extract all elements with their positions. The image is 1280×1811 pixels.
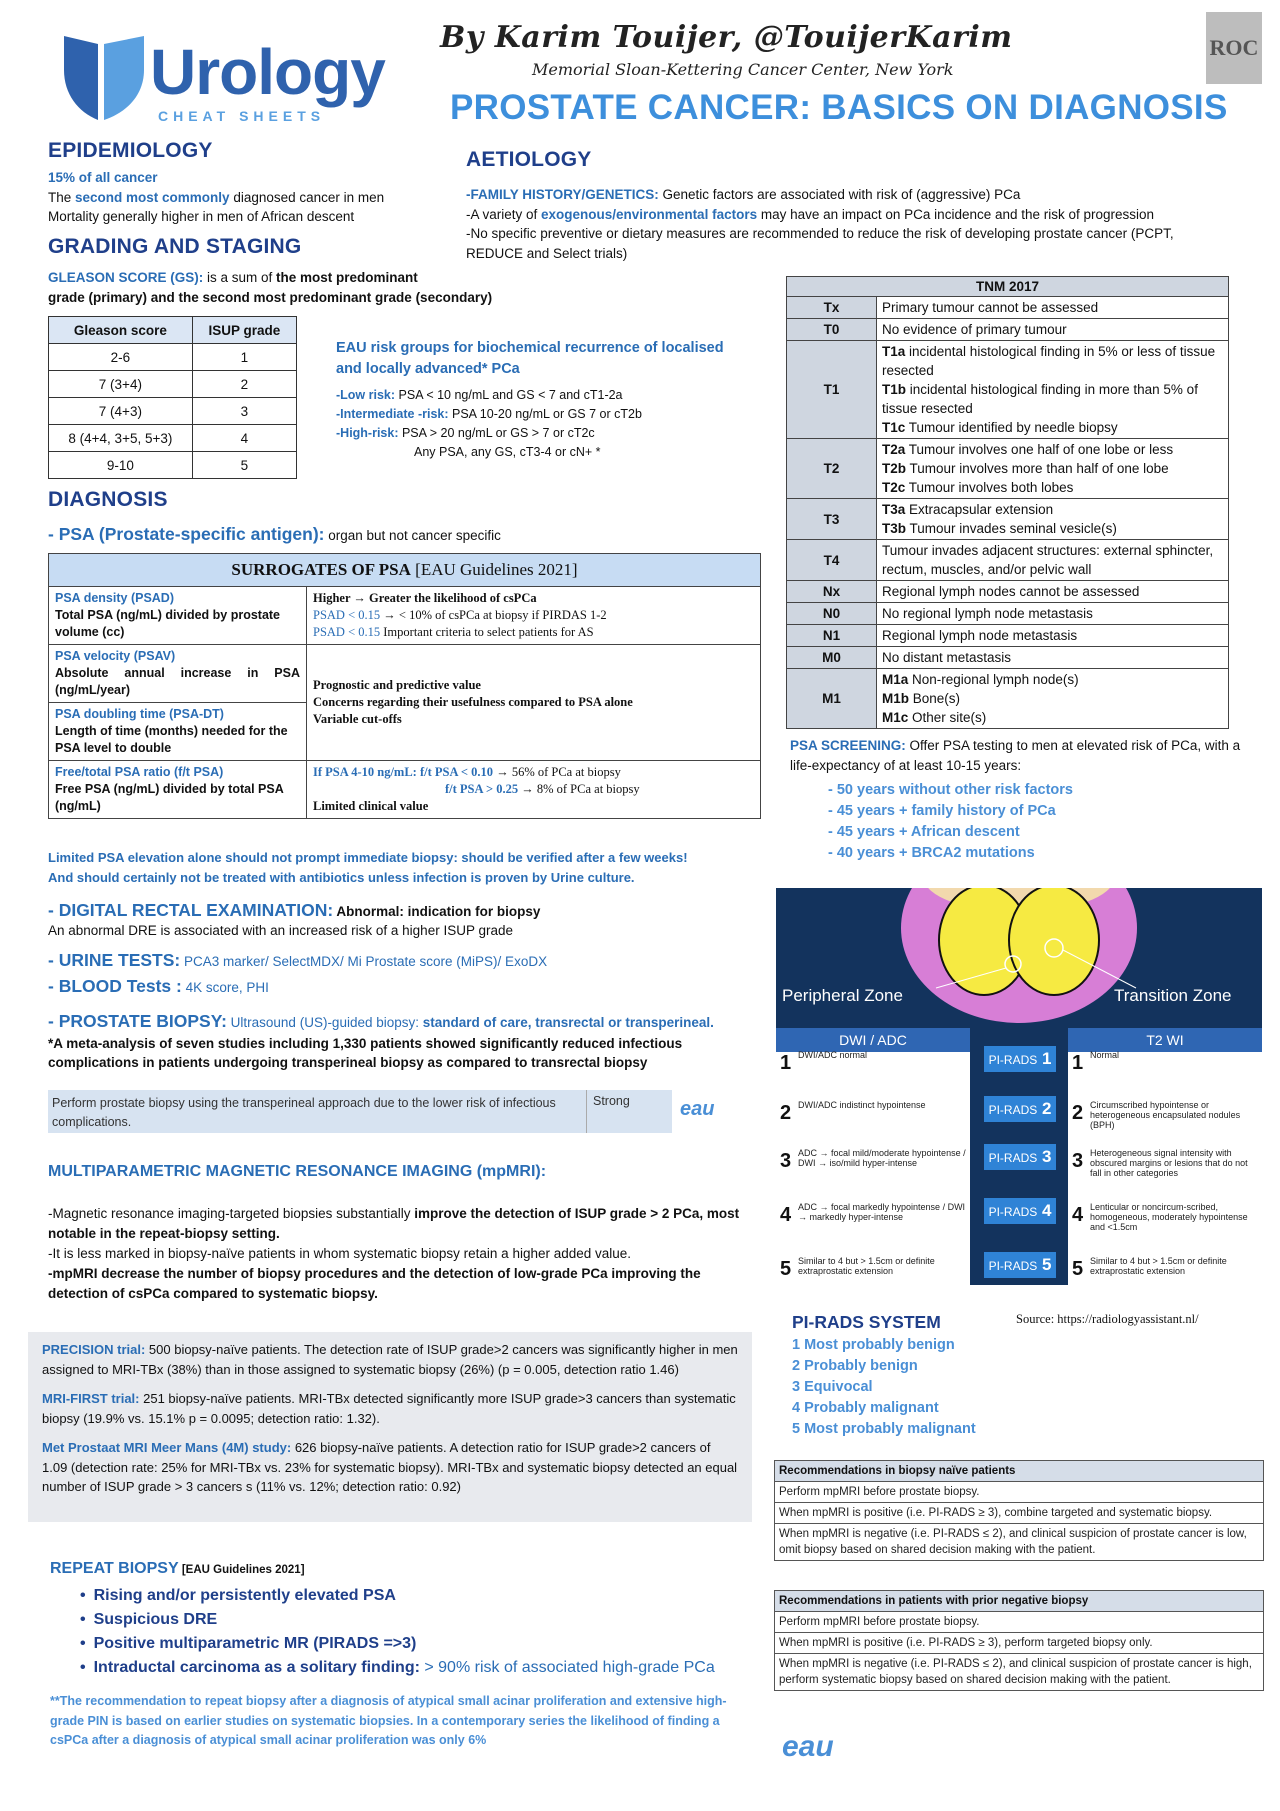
rec-prior-table <box>774 1590 1264 1691</box>
repeat-biopsy-heading: REPEAT BIOPSY [EAU Guidelines 2021] <box>50 1560 305 1577</box>
rec-naive-table <box>774 1460 1264 1561</box>
urology-logo <box>58 30 150 126</box>
roc-logo <box>1206 12 1262 84</box>
epidemiology-text <box>48 168 384 227</box>
table-row: Perform mpMRI before prostate biopsy. <box>775 1482 1264 1503</box>
table-row <box>787 499 1229 540</box>
author: By Karim Touijer, @TouijerKarim <box>440 20 1013 55</box>
list-item: - 40 years + BRCA2 mutations <box>828 845 1035 861</box>
tnm-description: T1a incidental histological finding in 5% or less of tissue resected T1b incidental histological finding in more than 5% of tissue resected T1c Tumour identified by needle biopsy <box>877 341 1229 439</box>
tnm-key: M0 <box>787 647 877 669</box>
table-row: When mpMRI is positive (i.e. PI-RADS ≥ 3), perform targeted biopsy only. <box>775 1633 1264 1654</box>
table-row <box>787 297 1229 319</box>
risk-high-2: Any PSA, any GS, cT3-4 or cN+ * <box>414 445 601 459</box>
aet-line4: REDUCE and Select trials) <box>466 245 628 261</box>
institution: Memorial Sloan-Kettering Cancer Center, New York <box>532 60 954 79</box>
tnm-description: Regional lymph nodes cannot be assessed <box>877 581 1229 603</box>
table-row: When mpMRI is negative (i.e. PI-RADS ≤ 2), and clinical suspicion of prostate cancer is high, perform systematic biopsy based on shared decision making with the patient. <box>775 1654 1264 1691</box>
pirads-dwi-description: ADC → focal mild/moderate hypointense / DWI → iso/mild hyper-intense <box>798 1148 966 1168</box>
pirads-figure <box>776 888 1262 1285</box>
isup-col-header: ISUP grade <box>192 317 296 344</box>
psa-warning: Limited PSA elevation alone should not prompt immediate biopsy: should be verified after a few weeks! And should certainly not be treated with antibiotics unless infection is proven by Urine culture. <box>48 850 688 885</box>
mpmri-p3: -mpMRI decrease the number of biopsy procedures and the detection of low-grade PCa improving the detection of csPCa compared to systematic biopsy. <box>48 1266 701 1301</box>
tnm-key: T0 <box>787 319 877 341</box>
table-row <box>787 581 1229 603</box>
table-row: PSA velocity (PSAV) Absolute annual increase in PSA (ng/mL/year) Prognostic and predictive value Concerns regarding their usefulness compared to PSA alone Variable cut-offs <box>49 645 761 703</box>
gleason-table <box>48 316 297 479</box>
list-item: • Suspicious DRE <box>80 1608 715 1632</box>
table-row: 9-10 5 <box>49 452 297 479</box>
aet-line3: -No specific preventive or dietary measures are recommended to reduce the risk of developing prostate cancer (PCPT, <box>466 226 1174 241</box>
tnm-key: T2 <box>787 439 877 499</box>
pirads-t2-description: Heterogeneous signal intensity with obscured margins or lesions that do not fall in other categories <box>1090 1148 1248 1178</box>
list-item: • Intraductal carcinoma as a solitary finding: > 90% risk of associated high-grade PCa <box>80 1656 715 1680</box>
list-item: • Rising and/or persistently elevated PSA <box>80 1584 715 1608</box>
table-row: 7 (3+4) 2 <box>49 371 297 398</box>
list-item: - 50 years without other risk factors <box>828 782 1073 798</box>
pirads-score-box: PI-RADS 5 <box>984 1252 1056 1278</box>
dre-section: - DIGITAL RECTAL EXAMINATION: Abnormal: indication for biopsy An abnormal DRE is associated with an increased risk of a higher ISUP grade <box>48 900 541 938</box>
peripheral-zone-label: Peripheral Zone <box>782 986 903 1005</box>
table-row: Free/total PSA ratio (f/t PSA) Free PSA (ng/mL) divided by total PSA (ng/mL) If PSA 4-10 ng/mL: f/t PSA < 0.10 → 56% of PCa at biopsy f/t PSA > 0.25 → 8% of PCa at biopsy Limited clinical value <box>49 761 761 819</box>
table-row <box>787 439 1229 499</box>
table-row: 7 (4+3) 3 <box>49 398 297 425</box>
table-row: 8 (4+4, 3+5, 5+3) 4 <box>49 425 297 452</box>
repeat-biopsy-note: **The recommendation to repeat biopsy after a diagnosis of atypical small acinar proliferation and extensive high-grade PIN is based on earlier studies on systematic biopsies. In a contemporary series the likelihood of finding a csPCa after a diagnosis of atypical small acinar proliferation was only 6% <box>50 1694 727 1747</box>
pirads-left-number: 2 <box>780 1102 792 1124</box>
mpmri-p2: -It is less marked in biopsy-naïve patients in whom systematic biopsy retain a higher added value. <box>48 1246 632 1261</box>
pirads-dwi-description: DWI/ADC normal <box>798 1050 868 1060</box>
pirads-left-number: 4 <box>780 1204 792 1226</box>
table-row: PSA doubling time (PSA-DT) Length of time (months) needed for the PSA level to double <box>49 703 761 761</box>
epidemiology-heading: EPIDEMIOLOGY <box>48 139 213 162</box>
pirads-left-number: 1 <box>780 1052 792 1074</box>
list-item: 1 Most probably benign <box>792 1337 955 1353</box>
mpmri-p1: -Magnetic resonance imaging-targeted biopsies substantially improve the detection of ISUP grade > 2 PCa, most notable in the repeat-biopsy setting. <box>48 1206 740 1241</box>
table-row: When mpMRI is negative (i.e. PI-RADS ≤ 2), and clinical suspicion of prostate cancer is low, omit biopsy based on shared decision making with the patient. <box>775 1524 1264 1561</box>
eau-risk-groups: EAU risk groups for biochemical recurrence of localised and locally advanced* PCa -Low risk: PSA < 10 ng/mL and GS < 7 and cT1-2a -Intermediate -risk: PSA 10-20 ng/mL or GS 7 or cT2b -High-risk: PSA > 20 ng/mL or GS > 7 or cT2c Any PSA, any GS, cT3-4 or cN+ * <box>336 338 756 462</box>
psa-line: - PSA (Prostate-specific antigen): organ but not cancer specific <box>48 524 501 544</box>
trials-box <box>28 1332 752 1522</box>
list-item: • Positive multiparametric MR (PIRADS =>3) <box>80 1632 715 1656</box>
t2wi-header: T2 WI <box>1068 1028 1262 1052</box>
list-item: - 45 years + African descent <box>828 824 1020 840</box>
tnm-key: N1 <box>787 625 877 647</box>
biopsy-recommendation: Perform prostate biopsy using the transperineal approach due to the lower risk of infectious complications. Strong <box>48 1090 672 1133</box>
roc-logo-text: ROC <box>1209 35 1259 60</box>
list-item: 3 Equivocal <box>792 1379 873 1395</box>
tnm-description: Tumour invades adjacent structures: external sphincter, rectum, muscles, and/or pelvic wall <box>877 540 1229 581</box>
rec-prior-title: Recommendations in patients with prior negative biopsy <box>775 1591 1264 1612</box>
epi-line2: The second most commonly diagnosed cancer in men <box>48 189 385 205</box>
blood-tests: - BLOOD Tests : 4K score, PHI <box>48 976 269 996</box>
pirads-right-number: 3 <box>1072 1150 1084 1172</box>
prostate-biopsy: - PROSTATE BIOPSY: Ultrasound (US)-guided biopsy: standard of care, transrectal or transperineal. *A meta-analysis of seven studies including 1,330 patients showed significantly reduced infectious complications in patients undergoing transperineal biopsy as compared to transrectal biopsy <box>48 1011 714 1070</box>
logo-subtitle: CHEAT SHEETS <box>158 108 326 124</box>
table-row <box>787 603 1229 625</box>
table-row: PSA density (PSAD) Total PSA (ng/mL) divided by prostate volume (cc) Higher → Greater the likelihood of csPCa PSAD < 0.15 → < 10% of csPCa at biopsy if PIRDAS 1-2 PSAD < 0.15 Important criteria to select patients for AS <box>49 587 761 645</box>
screening-list <box>828 780 1073 864</box>
tnm-key: N0 <box>787 603 877 625</box>
tnm-description: T3a Extracapsular extension T3b Tumour invades seminal vesicle(s) <box>877 499 1229 540</box>
eau-logo-bottom: eau <box>782 1730 834 1763</box>
tnm-description: Regional lymph node metastasis <box>877 625 1229 647</box>
prostate-diagram <box>776 888 1262 1028</box>
tnm-key: Tx <box>787 297 877 319</box>
tnm-description: No distant metastasis <box>877 647 1229 669</box>
psa-screening: PSA SCREENING: Offer PSA testing to men at elevated risk of PCa, with a life-expectancy of at least 10-15 years: <box>790 738 1241 773</box>
pirads-t2-description: Lenticular or noncircum-scribed, homogeneous, moderately hypointense and <1.5cm <box>1090 1202 1248 1232</box>
mri-first-trial: MRI-FIRST trial: 251 biopsy-naïve patients. MRI-TBx detected significantly more ISUP grade>3 cancers than systematic biopsy (19.9% vs. 15.1% p = 0.0095; detection ratio: 1.32). <box>42 1391 736 1426</box>
table-row <box>787 625 1229 647</box>
tnm-key: T4 <box>787 540 877 581</box>
table-row <box>787 341 1229 439</box>
pirads-dwi-description: Similar to 4 but > 1.5cm or definite extraprostatic extension <box>798 1256 935 1276</box>
repeat-biopsy-list <box>80 1584 715 1680</box>
pirads-left-number: 3 <box>780 1150 792 1172</box>
eau-logo: eau <box>680 1098 715 1120</box>
table-row <box>787 669 1229 729</box>
risk-intermediate: -Intermediate -risk: PSA 10-20 ng/mL or GS 7 or cT2b <box>336 407 642 421</box>
risk-high: -High-risk: PSA > 20 ng/mL or GS > 7 or cT2c <box>336 426 595 440</box>
table-row: Perform mpMRI before prostate biopsy. <box>775 1612 1264 1633</box>
pirads-left-number: 5 <box>780 1258 792 1280</box>
grading-heading: GRADING AND STAGING <box>48 235 302 258</box>
dwi-adc-header: DWI / ADC <box>776 1028 970 1052</box>
risk-low: -Low risk: PSA < 10 ng/mL and GS < 7 and cT1-2a <box>336 388 623 402</box>
rec-naive-title: Recommendations in biopsy naïve patients <box>775 1461 1264 1482</box>
pirads-t2-description: Similar to 4 but > 1.5cm or definite extraprostatic extension <box>1090 1256 1227 1276</box>
tnm-key: M1 <box>787 669 877 729</box>
tnm-description: M1a Non-regional lymph node(s) M1b Bone(s) M1c Other site(s) <box>877 669 1229 729</box>
tnm-description: Primary tumour cannot be assessed <box>877 297 1229 319</box>
mpmri-text <box>48 1204 752 1304</box>
tnm-description: No regional lymph node metastasis <box>877 603 1229 625</box>
pirads-t2-description: Circumscribed hypointense or heterogeneous encapsulated nodules (BPH) <box>1090 1100 1241 1130</box>
urology-shield-icon <box>58 30 150 126</box>
pirads-dwi-description: ADC → focal markedly hypointense / DWI → markedly hyper-intense <box>798 1202 966 1222</box>
table-row <box>787 540 1229 581</box>
transition-zone-label: Transition Zone <box>1114 986 1232 1005</box>
pirads-dwi-description: DWI/ADC indistinct hypointense <box>798 1100 926 1110</box>
aet-line1: -FAMILY HISTORY/GENETICS: Genetic factors are associated with risk of (aggressive) PCa <box>466 187 1021 202</box>
pirads-t2-description: Normal <box>1090 1050 1120 1060</box>
pirads-score-box: PI-RADS 3 <box>984 1144 1056 1170</box>
precision-trial: PRECISION trial: 500 biopsy-naïve patients. The detection rate of ISUP grade>2 cancers was significantly higher in men assigned to MRI-TBx (38%) than in those assigned to systematic biopsy (26%) (p = 0.005, detection ratio 1.46) <box>42 1342 738 1377</box>
tnm-key: T1 <box>787 341 877 439</box>
gleason-definition: GLEASON SCORE (GS): is a sum of the most predominant grade (primary) and the second most predominant grade (secondary) <box>48 270 493 305</box>
epi-line1: 15% of all cancer <box>48 170 158 185</box>
aetiology-heading: AETIOLOGY <box>466 148 592 171</box>
list-item: - 45 years + family history of PCa <box>828 803 1056 819</box>
pirads-right-number: 1 <box>1072 1052 1084 1074</box>
pirads-system-heading: PI-RADS SYSTEM <box>792 1312 941 1332</box>
pirads-right-number: 2 <box>1072 1102 1084 1124</box>
logo-text: Urology <box>150 36 385 108</box>
tnm-key: T3 <box>787 499 877 540</box>
list-item: 4 Probably malignant <box>792 1400 939 1416</box>
pirads-score-box: PI-RADS 2 <box>984 1096 1056 1122</box>
pirads-right-number: 5 <box>1072 1258 1084 1280</box>
diagnosis-heading: DIAGNOSIS <box>48 488 168 511</box>
mpmri-heading: MULTIPARAMETRIC MAGNETIC RESONANCE IMAGING (mpMRI): <box>48 1163 547 1180</box>
urine-tests: - URINE TESTS: PCA3 marker/ SelectMDX/ Mi Prostate score (MiPS)/ ExoDX <box>48 950 548 970</box>
table-row: 2-6 1 <box>49 344 297 371</box>
tnm-description: T2a Tumour involves one half of one lobe or less T2b Tumour involves more than half of one lobe T2c Tumour involves both lobes <box>877 439 1229 499</box>
pirads-system <box>792 1312 976 1440</box>
tnm-description: No evidence of primary tumour <box>877 319 1229 341</box>
table-row: When mpMRI is positive (i.e. PI-RADS ≥ 3), combine targeted and systematic biopsy. <box>775 1503 1264 1524</box>
pirads-score-box: PI-RADS 4 <box>984 1198 1056 1224</box>
pirads-score-box: PI-RADS 1 <box>984 1046 1056 1072</box>
aet-line2: -A variety of exogenous/environmental factors may have an impact on PCa incidence and the risk of progression <box>466 206 1155 222</box>
met-prostaat-study: Met Prostaat MRI Meer Mans (4M) study: 626 biopsy-naïve patients. A detection ratio for ISUP grade>2 cancers of 1.09 (detection rate: 25% for MRI-TBx vs. 23% for systematic biopsy). MRI-TBx and systematic biopsy detected an equal number of ISUP grade > 3 cancers s (11% vs. 12%; detection ratio: 0.92) <box>42 1440 738 1494</box>
table-row <box>787 319 1229 341</box>
surrogates-title: SURROGATES OF PSA [EAU Guidelines 2021] <box>49 554 761 587</box>
list-item: 2 Probably benign <box>792 1358 918 1374</box>
figure-source: Source: https://radiologyassistant.nl/ <box>1016 1312 1199 1326</box>
tnm-key: Nx <box>787 581 877 603</box>
page-title: PROSTATE CANCER: BASICS ON DIAGNOSIS <box>450 88 1228 127</box>
prostate-zones-icon <box>776 888 1262 1028</box>
table-row <box>787 647 1229 669</box>
list-item: 5 Most probably malignant <box>792 1421 976 1437</box>
aetiology-text <box>466 185 1256 263</box>
tnm-title: TNM 2017 <box>787 277 1229 297</box>
surrogates-table <box>48 553 761 819</box>
pirads-right-number: 4 <box>1072 1204 1084 1226</box>
tnm-table <box>786 276 1229 729</box>
epi-line3: Mortality generally higher in men of African descent <box>48 209 355 224</box>
gleason-col-header: Gleason score <box>49 317 193 344</box>
